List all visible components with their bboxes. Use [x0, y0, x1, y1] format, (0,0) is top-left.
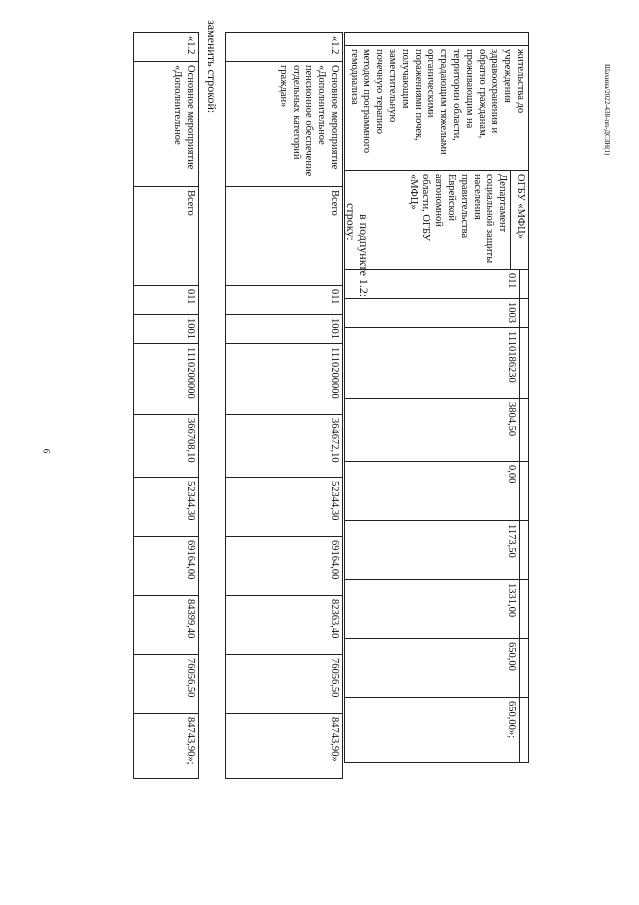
cell-v1: 364672,10 [226, 415, 343, 478]
cell-v1 [344, 399, 528, 462]
label-replace: заменить строкой: [205, 20, 219, 114]
table-bottom [133, 32, 199, 779]
cell-v6: 84743,90»; [134, 714, 199, 779]
cell-org: Всего [134, 187, 199, 286]
cell-v6 [344, 698, 528, 763]
csr-value: 1110186230 [506, 331, 517, 383]
cell-rz [344, 299, 528, 328]
cell-grbs: 011 [134, 286, 199, 315]
cell-v5: 76056,50 [226, 655, 343, 714]
cell-v4: 82363,40 [226, 596, 343, 655]
value-4: 1331,00 [506, 583, 517, 618]
cell-v3 [344, 521, 528, 580]
cell-desc: Основное мероприятие «Дополнительное пенсионное обеспечение отдельных категорий граждан» [226, 62, 343, 187]
cell-grbs [344, 270, 528, 299]
org-block: Департамент социальной защиты населения правительства Еврейской автономной области, ОГБУ «МФЦ» [407, 174, 509, 264]
value-3: 1173,50 [506, 524, 517, 558]
cell-num: «1.2 [226, 33, 343, 62]
table-top [344, 32, 529, 763]
label-line: строку: [344, 203, 358, 241]
table-row [134, 33, 199, 779]
cell-csr [344, 328, 528, 399]
cell-org [344, 171, 528, 270]
cell-rz: 1001 [226, 315, 343, 344]
cell-v2 [344, 462, 528, 521]
value-6: 650,00»; [506, 701, 517, 739]
cell-v5: 76056,50 [134, 655, 199, 714]
table-row [226, 33, 343, 779]
cell-num: «1.2 [134, 33, 199, 62]
cell-csr: 1110200000 [134, 344, 199, 415]
cell-v3: 69164,00 [134, 537, 199, 596]
grbs-value: 011 [506, 273, 517, 289]
cell-v1: 366708,10 [134, 415, 199, 478]
value-2: 0,00 [506, 465, 517, 484]
cell-v4 [344, 580, 528, 639]
cell-v5 [344, 639, 528, 698]
rz-value: 1003 [506, 302, 517, 323]
cell-v4: 84399,40 [134, 596, 199, 655]
cell-csr: 1110200000 [226, 344, 343, 415]
table-middle [225, 32, 343, 779]
cell-desc: Основное мероприятие «Дополнительное [134, 62, 199, 187]
cell-v6: 84743,90» [226, 714, 343, 779]
org-top: ОГБУ «МФЦ» [510, 171, 528, 269]
cell-v2: 52344,30 [134, 478, 199, 537]
cell-v3: 69164,00 [226, 537, 343, 596]
value-1: 3804,50 [506, 402, 517, 437]
label-subpoint: в подпункте 1.2: [357, 214, 371, 298]
cell-v2: 52344,30 [226, 478, 343, 537]
table-row [344, 33, 528, 763]
cell-grbs: 011 [226, 286, 343, 315]
value-5: 650,00 [506, 642, 517, 671]
footer-code: Шахина/2022-438-пп-ДСЗН(1) [603, 64, 611, 156]
cell-org: Всего [226, 187, 343, 286]
page-number: 6 [41, 448, 52, 454]
cell-rz: 1001 [134, 315, 199, 344]
cell-desc: жительства до учреждения здравоохранения и обратно гражданам, проживающим на территории области, страдающим тяжелыми органическими поражениями почек, получающим заместительную почечную терапию методом программного гемодиализа [344, 46, 528, 171]
